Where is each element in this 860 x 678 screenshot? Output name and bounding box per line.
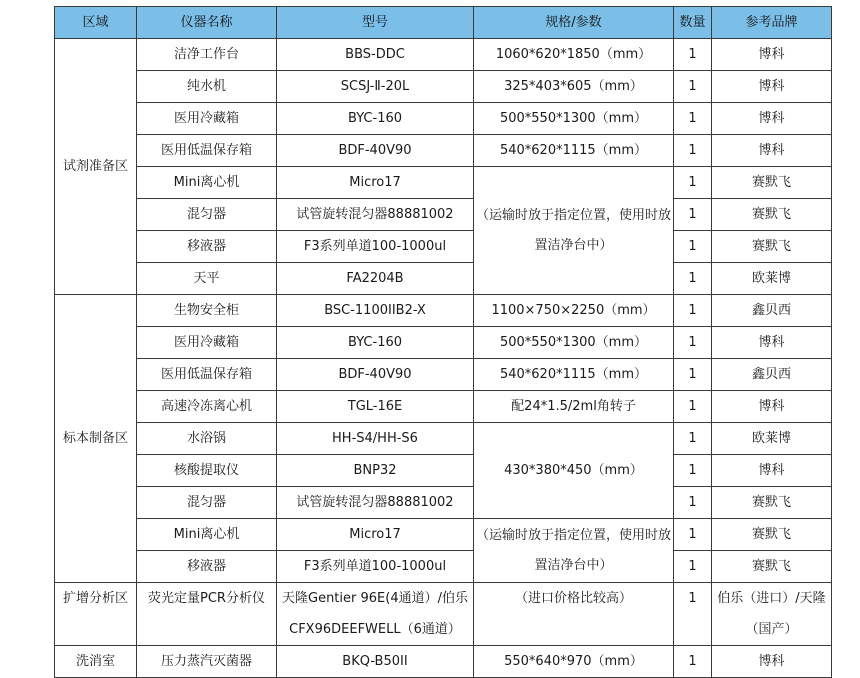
table-row — [55, 487, 832, 519]
quantity-cell: 1 — [674, 103, 712, 135]
spec-cell: 540*620*1115（mm） — [474, 135, 674, 167]
table-row — [55, 103, 832, 135]
instrument-name: 生物安全柜 — [137, 295, 277, 327]
brand-cell: 鑫贝西 — [712, 295, 832, 327]
instrument-name: 医用低温保存箱 — [137, 359, 277, 391]
instrument-name: 混匀器 — [137, 199, 277, 231]
spec-cell: 550*640*970（mm） — [474, 646, 674, 678]
brand-cell: 伯乐（进口）/天隆（国产） — [712, 583, 832, 646]
table-row — [55, 359, 832, 391]
model-cell: FA2204B — [277, 263, 474, 295]
model-cell: BYC-160 — [277, 103, 474, 135]
region-cell: 试剂准备区 — [55, 39, 137, 295]
header-quantity: 数量 — [674, 7, 712, 39]
quantity-cell: 1 — [674, 135, 712, 167]
spec-cell: 1060*620*1850（mm） — [474, 39, 674, 71]
table-row — [55, 391, 832, 423]
brand-cell: 欧莱博 — [712, 263, 832, 295]
model-cell: BSC-1100IIB2-X — [277, 295, 474, 327]
table-header-row — [55, 7, 832, 39]
instrument-name: 医用冷藏箱 — [137, 327, 277, 359]
model-cell: BDF-40V90 — [277, 359, 474, 391]
table-row — [55, 231, 832, 263]
table-row — [55, 39, 832, 71]
brand-cell: 博科 — [712, 327, 832, 359]
model-cell: BYC-160 — [277, 327, 474, 359]
spec-cell-merged: （运输时放于指定位置，使用时放置洁净台中） — [474, 519, 674, 583]
brand-cell: 博科 — [712, 71, 832, 103]
model-cell: HH-S4/HH-S6 — [277, 423, 474, 455]
instrument-name: 压力蒸汽灭菌器 — [137, 646, 277, 678]
brand-cell: 博科 — [712, 391, 832, 423]
instrument-name: 天平 — [137, 263, 277, 295]
table-row — [55, 646, 832, 678]
quantity-cell: 1 — [674, 39, 712, 71]
spec-cell: 325*403*605（mm） — [474, 71, 674, 103]
brand-cell: 赛默飞 — [712, 519, 832, 551]
brand-cell: 博科 — [712, 455, 832, 487]
model-cell: SCSJ-Ⅱ-20L — [277, 71, 474, 103]
table-row — [55, 519, 832, 551]
quantity-cell: 1 — [674, 71, 712, 103]
table-row — [55, 135, 832, 167]
spec-cell: 500*550*1300（mm） — [474, 327, 674, 359]
brand-cell: 赛默飞 — [712, 199, 832, 231]
spec-cell: 500*550*1300（mm） — [474, 103, 674, 135]
model-cell: 试管旋转混匀器88881002 — [277, 199, 474, 231]
brand-cell: 赛默飞 — [712, 231, 832, 263]
table-row — [55, 199, 832, 231]
brand-cell: 赛默飞 — [712, 487, 832, 519]
brand-cell: 赛默飞 — [712, 551, 832, 583]
model-cell: 天隆Gentier 96E(4通道）/伯乐CFX96DEEFWELL（6通道） — [277, 583, 474, 646]
brand-cell: 欧莱博 — [712, 423, 832, 455]
brand-cell: 博科 — [712, 39, 832, 71]
table-row — [55, 295, 832, 327]
instrument-name: Mini离心机 — [137, 519, 277, 551]
model-cell: Micro17 — [277, 519, 474, 551]
instrument-name: 医用低温保存箱 — [137, 135, 277, 167]
quantity-cell: 1 — [674, 423, 712, 455]
quantity-cell: 1 — [674, 167, 712, 199]
brand-cell: 博科 — [712, 103, 832, 135]
table-row — [55, 167, 832, 199]
brand-cell: 博科 — [712, 646, 832, 678]
quantity-cell: 1 — [674, 263, 712, 295]
model-cell: Micro17 — [277, 167, 474, 199]
brand-cell: 博科 — [712, 135, 832, 167]
table-row — [55, 583, 832, 646]
table-row — [55, 263, 832, 295]
model-cell: 试管旋转混匀器88881002 — [277, 487, 474, 519]
instrument-name: 医用冷藏箱 — [137, 103, 277, 135]
table-row — [55, 71, 832, 103]
table-row — [55, 423, 832, 455]
quantity-cell: 1 — [674, 487, 712, 519]
instrument-name: 移液器 — [137, 551, 277, 583]
quantity-cell: 1 — [674, 583, 712, 646]
header-region: 区域 — [55, 7, 137, 39]
quantity-cell: 1 — [674, 519, 712, 551]
model-cell: TGL-16E — [277, 391, 474, 423]
model-cell: BNP32 — [277, 455, 474, 487]
instrument-name: 核酸提取仪 — [137, 455, 277, 487]
model-cell: F3系列单道100-1000ul — [277, 231, 474, 263]
instrument-name: 水浴锅 — [137, 423, 277, 455]
spec-cell-merged: 430*380*450（mm） — [474, 423, 674, 519]
brand-cell: 鑫贝西 — [712, 359, 832, 391]
quantity-cell: 1 — [674, 391, 712, 423]
header-brand: 参考品牌 — [712, 7, 832, 39]
equipment-table — [54, 6, 832, 678]
instrument-name: 高速冷冻离心机 — [137, 391, 277, 423]
quantity-cell: 1 — [674, 295, 712, 327]
quantity-cell: 1 — [674, 231, 712, 263]
instrument-name: 混匀器 — [137, 487, 277, 519]
model-cell: BDF-40V90 — [277, 135, 474, 167]
quantity-cell: 1 — [674, 327, 712, 359]
spec-cell-merged: （运输时放于指定位置，使用时放置洁净台中） — [474, 167, 674, 295]
header-spec: 规格/参数 — [474, 7, 674, 39]
region-cell: 洗消室 — [55, 646, 137, 678]
table-row — [55, 455, 832, 487]
spec-cell: 1100×750×2250（mm） — [474, 295, 674, 327]
quantity-cell: 1 — [674, 646, 712, 678]
header-instrument-name: 仪器名称 — [137, 7, 277, 39]
quantity-cell: 1 — [674, 551, 712, 583]
model-cell: F3系列单道100-1000ul — [277, 551, 474, 583]
model-cell: BKQ-B50II — [277, 646, 474, 678]
header-model: 型号 — [277, 7, 474, 39]
region-cell: 扩增分析区 — [55, 583, 137, 646]
table-row — [55, 327, 832, 359]
instrument-name: 纯水机 — [137, 71, 277, 103]
model-cell: BBS-DDC — [277, 39, 474, 71]
quantity-cell: 1 — [674, 199, 712, 231]
region-cell: 标本制备区 — [55, 295, 137, 583]
spec-cell: 配24*1.5/2ml角转子 — [474, 391, 674, 423]
brand-cell: 赛默飞 — [712, 167, 832, 199]
quantity-cell: 1 — [674, 359, 712, 391]
table-row — [55, 551, 832, 583]
quantity-cell: 1 — [674, 455, 712, 487]
spec-cell: 540*620*1115（mm） — [474, 359, 674, 391]
instrument-name: 洁净工作台 — [137, 39, 277, 71]
instrument-name: Mini离心机 — [137, 167, 277, 199]
instrument-name: 移液器 — [137, 231, 277, 263]
instrument-name: 荧光定量PCR分析仪 — [137, 583, 277, 646]
spec-cell: （进口价格比较高） — [474, 583, 674, 646]
